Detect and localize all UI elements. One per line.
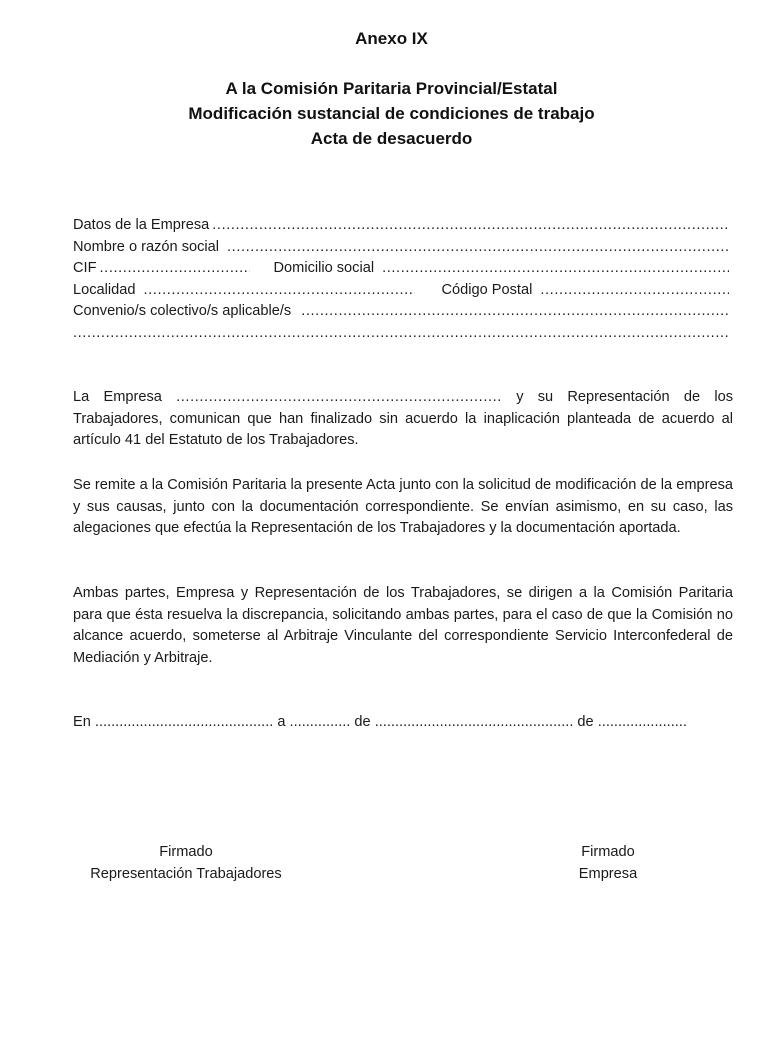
document-title	[0, 76, 783, 151]
signature-workers	[70, 842, 302, 885]
blank-line	[227, 237, 729, 259]
blank-line	[100, 258, 250, 280]
field-label: Localidad	[73, 281, 136, 298]
field-label: Convenio/s colectivo/s aplicable/s	[73, 303, 292, 320]
blank-line	[301, 301, 729, 323]
paragraph-text: La Empresa	[73, 389, 162, 405]
paragraph-arbitration: Ambas partes, Empresa y Representación de los Trabajadores, se dirigen a la Comisión Paritaria para que ésta resuelva la discrepancia, solicitando ambas partes, para el caso de que la Comisión no alcance acuerdo, someterse al Arbitraje Vinculante del correspondiente Servicio Interconfederal de Mediación y Arbitraje.	[73, 585, 733, 666]
blank-line	[143, 280, 415, 302]
blank-line	[382, 258, 729, 280]
title-line-1: A la Comisión Paritaria Provincial/Estatal	[225, 79, 558, 98]
place-date-line: En ............................................ a ............... de ................................................. de ......................	[73, 714, 687, 730]
signature-party: Representación Trabajadores	[90, 865, 282, 882]
company-data-fields	[73, 215, 729, 345]
field-convenio	[73, 301, 729, 323]
field-label: Código Postal	[441, 281, 533, 298]
paragraph-remission: Se remite a la Comisión Paritaria la presente Acta junto con la solicitud de modificación de la empresa y sus causas, junto con la documentación correspondiente. Se envían asimismo, en su caso, las alegaciones que efectúa la Representación de los Trabajadores y la documentación aportada.	[73, 477, 733, 537]
paragraph-text: y su Representación de los Trabajadores, comunican que han finalizado sin acuerdo la inaplicación planteada de acuerdo al artículo 41 del Estatuto de los Trabajadores.	[73, 389, 733, 449]
signature-company	[548, 842, 668, 885]
field-label: Domicilio social	[273, 260, 375, 277]
field-nombre	[73, 237, 729, 259]
field-label: CIF	[73, 260, 97, 277]
field-cif-domicilio	[73, 258, 729, 280]
field-localidad-cp	[73, 280, 729, 302]
signature-label: Firmado	[159, 844, 213, 860]
title-line-2: Modificación sustancial de condiciones de trabajo	[188, 104, 595, 123]
blank-line: ......................................................................	[176, 389, 502, 405]
blank-line	[540, 280, 729, 302]
blank-line	[212, 215, 729, 237]
signature-party: Empresa	[578, 865, 638, 882]
title-line-3: Acta de desacuerdo	[310, 129, 473, 148]
field-extra-line	[73, 323, 729, 345]
blank-line	[73, 323, 729, 345]
paragraph-company-statement	[73, 387, 733, 452]
signature-label: Firmado	[581, 844, 635, 860]
field-label: Datos de la Empresa	[73, 217, 210, 233]
field-label: Nombre o razón social	[73, 238, 220, 255]
annex-heading: Anexo IX	[355, 29, 428, 48]
field-datos-empresa	[73, 215, 729, 237]
